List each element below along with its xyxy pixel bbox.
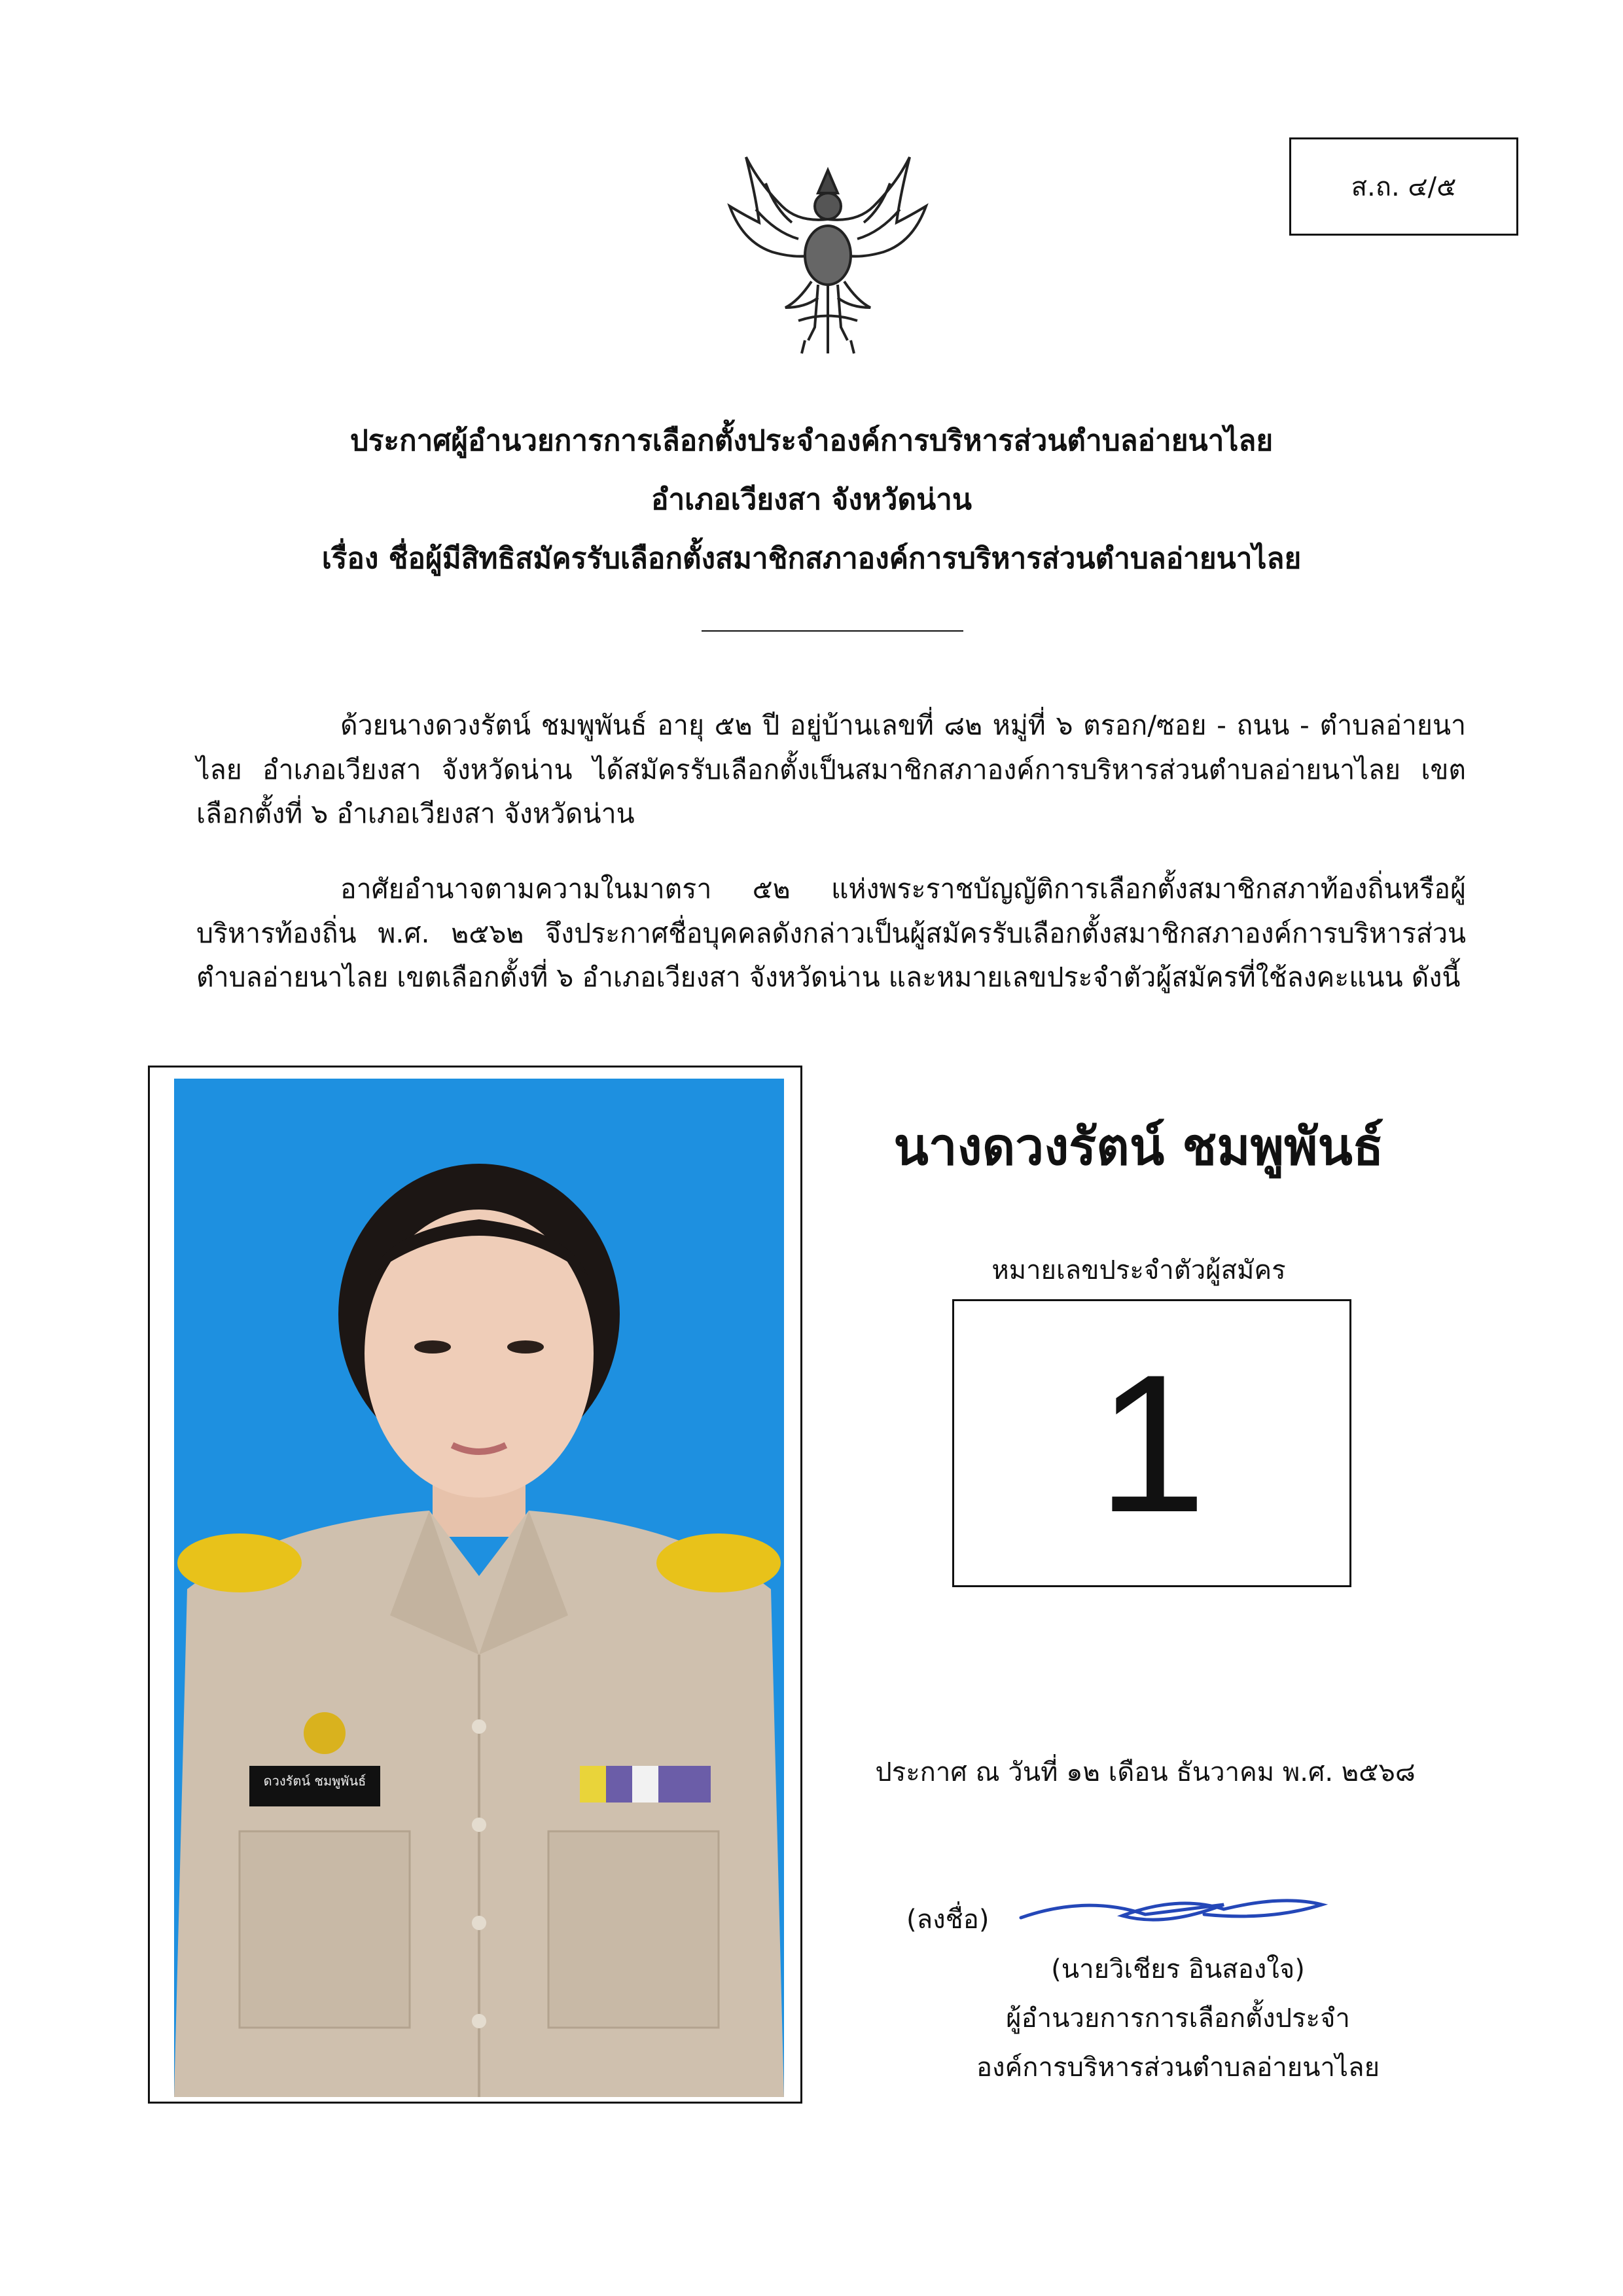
name-tag-text: ดวงรัตน์ ชมพูพันธ์	[263, 1773, 366, 1789]
garuda-emblem-icon	[720, 144, 936, 360]
signature-label: (ลงชื่อ)	[906, 1905, 990, 1935]
form-code: ส.ถ. ๔/๕	[1351, 172, 1457, 202]
title-line-3: เรื่อง ชื่อผู้มีสิทธิสมัครรับเลือกตั้งสมาชิกสภาองค์การบริหารส่วนตำบลอ่ายนาไลย	[321, 542, 1302, 575]
candidate-number-label: หมายเลขประจำตัวผู้สมัคร	[991, 1255, 1286, 1285]
signer-position-line-2: องค์การบริหารส่วนตำบลอ่ายนาไลย	[976, 2053, 1380, 2083]
title-line-2: อำเภอเวียงสา จังหวัดน่าน	[651, 483, 972, 516]
candidate-number: 1	[1097, 1333, 1207, 1553]
candidate-photo	[174, 1079, 784, 2097]
title-underline	[702, 630, 963, 632]
signer-name: (นายวิเชียร อินสองใจ)	[1051, 1954, 1305, 1984]
candidate-number-box	[952, 1299, 1351, 1587]
title-line-1: ประกาศผู้อำนวยการการเลือกตั้งประจำองค์การบริหารส่วนตำบลอ่ายนาไลย	[349, 424, 1274, 457]
body-paragraph-1: ด้วยนางดวงรัตน์ ชมพูพันธ์ อายุ ๕๒ ปี อยู่บ้านเลขที่ ๘๒ หมู่ที่ ๖ ตรอก/ซอย - ถนน - ตำบลอ่ายนาไลย อำเภอเวียงสา จังหวัดน่าน ได้สมัครรับเลือกตั้งเป็นสมาชิกสภาองค์การบริหารส่วนตำบลอ่ายนาไลย เขตเลือกตั้งที่ ๖ อำเภอเวียงสา จังหวัดน่าน	[196, 709, 1466, 830]
handwritten-signature	[1008, 1869, 1335, 1947]
candidate-name: นางดวงรัตน์ ชมพูพันธ์	[893, 1118, 1384, 1177]
signer-position-line-1: ผู้อำนวยการการเลือกตั้งประจำ	[1006, 2003, 1350, 2034]
body-paragraph-2: อาศัยอำนาจตามความในมาตรา ๕๒ แห่งพระราชบัญญัติการเลือกตั้งสมาชิกสภาท้องถิ่นหรือผู้บริหารท้องถิ่น พ.ศ. ๒๕๖๒ จึงประกาศชื่อบุคคลดังกล่าวเป็นผู้สมัครรับเลือกตั้งสมาชิกสภาองค์การบริหารส่วนตำบลอ่ายนาไลย เขตเลือกตั้งที่ ๖ อำเภอเวียงสา จังหวัดน่าน และหมายเลขประจำตัวผู้สมัครที่ใช้ลงคะแนน ดังนี้	[196, 873, 1466, 994]
form-code-box	[1289, 137, 1518, 236]
announcement-date: ประกาศ ณ วันที่ ๑๒ เดือน ธันวาคม พ.ศ. ๒๕๖๘	[875, 1757, 1416, 1787]
